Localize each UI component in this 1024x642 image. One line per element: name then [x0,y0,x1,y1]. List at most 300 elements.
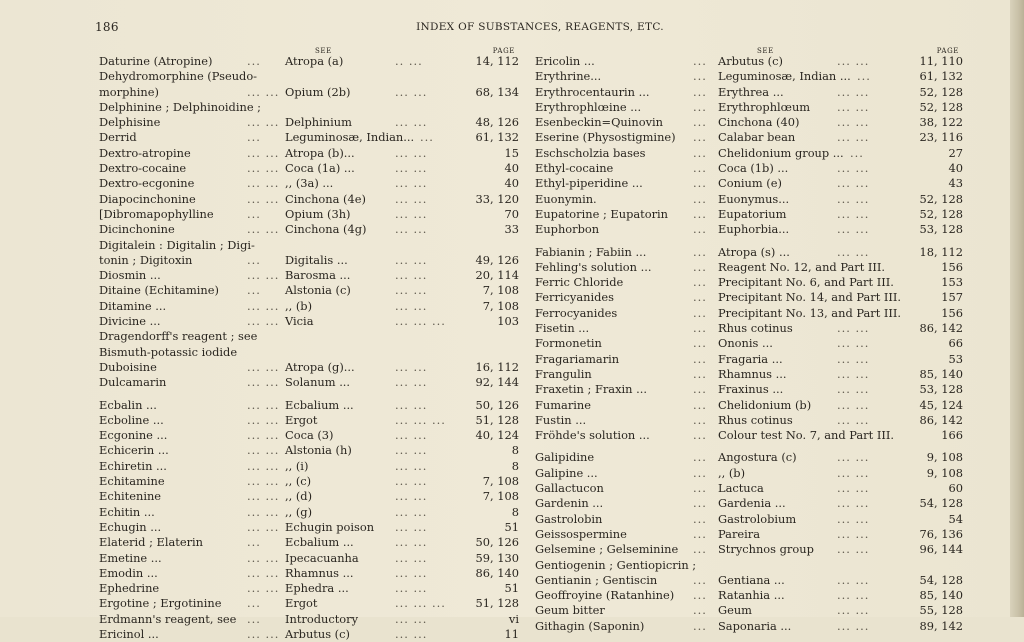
entry-name: Gardenin ... [535,496,604,511]
entry-page: 7, 108 [482,298,519,313]
leader-dots: ... ... [395,161,428,176]
entry-name: Delphinine ; Delphinoidine ; [99,99,262,114]
entry-name: Formonetin [535,336,602,351]
entry-page: vi [508,611,519,626]
index-entry [535,573,963,588]
entry-page: 53 [948,351,963,366]
leader-dots: ... ... [247,519,280,534]
index-entry [99,85,519,100]
entry-page: 23, 116 [919,130,963,145]
leader-dots: ... [693,496,707,511]
entry-name: Elaterid ; Elaterin [99,535,204,550]
leader-dots: ... [693,259,707,274]
entry-page: 15 [504,145,519,160]
leader-dots: ... [693,336,707,351]
leader-dots: ... ... [837,366,870,381]
index-entry [99,535,519,550]
leader-dots: ... ... [395,535,428,550]
leader-dots: ... ... [395,84,428,99]
index-entry [535,176,963,191]
leader-dots: ... ... [837,588,870,603]
index-entry [99,459,519,474]
leader-dots: ... [693,412,707,427]
index-entry [535,54,963,69]
entry-name: Echitin ... [99,504,155,519]
index-entry [535,603,963,618]
entry-see: ,, (g) [285,504,313,519]
entry-see: Pareira [718,526,761,541]
entry-see: Reagent No. 12, and Part III. [718,259,886,274]
leader-dots: ... ... [247,191,280,206]
entry-page: 76, 136 [919,526,963,541]
index-column-left [99,44,519,642]
entry-page: 54, 128 [919,496,963,511]
entry-name: Ericolin ... [535,54,595,68]
entry-name: Derrid [99,130,137,145]
index-entry [535,146,963,161]
index-entry [535,352,963,367]
index-entry [535,542,963,557]
index-entry [535,130,963,145]
leader-dots: ... ... [395,298,428,313]
entry-see: Introductory [285,611,359,626]
entry-name: Gentiogenin ; Gentiopicrin ; [535,557,697,572]
index-entry [535,207,963,222]
index-entry [99,627,519,642]
entry-page: 27 [948,145,963,160]
leader-dots: ... ... [247,581,280,596]
leader-dots: ... ... ... [395,314,446,329]
index-entry [99,268,519,283]
entry-name: Emodin ... [99,565,158,580]
entry-page: 48, 126 [475,115,519,130]
index-entry [99,566,519,581]
leader-dots: ... [693,618,707,633]
leader-dots: ... ... [395,474,428,489]
entry-name: Ecbalin ... [99,397,157,412]
index-entry [535,336,963,351]
entry-page: 52, 128 [919,191,963,206]
leader-dots: ... ... [395,222,428,237]
leader-dots: ... [693,115,707,130]
leader-dots: ... ... [837,321,870,336]
entry-name: Emetine ... [99,550,162,565]
leader-dots: ... ... [395,443,428,458]
index-entry [99,253,519,268]
entry-see: Erythrea ... [718,84,784,99]
entry-see: Alstonia (c) [285,283,351,298]
leader-dots: ... ... [837,496,870,511]
entry-name: Echitenine [99,489,162,504]
entry-see: Ratanhia ... [718,588,785,603]
index-entry [535,382,963,397]
leader-dots: ... ... [395,397,428,412]
leader-dots: ... [247,535,261,550]
index-entry [535,192,963,207]
index-entry [99,413,519,428]
entry-name: Fehling's solution ... [535,259,652,274]
leader-dots: ... [693,428,707,443]
index-entry [99,207,519,222]
index-entry [535,245,963,260]
entry-see: Echugin poison [285,519,375,534]
entry-see: Ergot [285,596,318,611]
entry-name: Ericinol ... [99,626,159,641]
leader-dots: ... ... [395,611,428,626]
entry-name: Fraxetin ; Fraxin ... [535,382,647,397]
leader-dots: .. ... [395,54,423,68]
entry-page: 153 [941,275,963,290]
entry-name: Delphisine [99,115,161,130]
leader-dots: ... ... [247,314,280,329]
entry-see: Rhamnus ... [285,565,354,580]
leader-dots: ... ... [247,626,280,641]
entry-name: Geum bitter [535,603,605,618]
index-entry [535,85,963,100]
entry-see: Alstonia (h) [285,443,352,458]
entry-see: ,, (d) [285,489,313,504]
leader-dots: ... ... [247,443,280,458]
index-entry [535,398,963,413]
entry-page: 40 [948,161,963,176]
entry-name: Ferric Chloride [535,275,624,290]
leader-dots: ... ... [247,222,280,237]
entry-page: 8 [511,458,519,473]
entry-see: Solanum ... [285,375,351,390]
entry-see: Angostura (c) [718,450,797,465]
leader-dots: ... [693,397,707,412]
index-entry [535,222,963,237]
index-entry [99,69,519,84]
entry-see: Gentiana ... [718,572,785,587]
index-entry [535,260,963,275]
leader-dots: ... ... [247,359,280,374]
index-entry [535,496,963,511]
leader-dots: ... ... [837,481,870,496]
entry-name: Euonymin. [535,191,597,206]
entry-see: Lactuca [718,481,764,496]
entry-page: 86, 140 [475,565,519,580]
index-entry [99,551,519,566]
entry-page: 40 [504,176,519,191]
entry-page: 70 [504,206,519,221]
entry-see: Precipitant No. 13, and Part III. [718,305,902,320]
entry-name: Echugin ... [99,519,162,534]
leader-dots: ... ... [395,268,428,283]
entry-see: Ononis ... [718,336,773,351]
see-label: SEE [315,47,332,55]
entry-name: Fröhde's solution ... [535,428,650,443]
leader-dots: ... ... [837,54,870,68]
leader-dots: ... ... [247,397,280,412]
entry-see: Conium (e) [718,176,782,191]
entry-name: Echicerin ... [99,443,169,458]
entry-page: 54 [948,511,963,526]
index-entry [99,161,519,176]
entry-page: 7, 108 [482,489,519,504]
leader-dots: ... ... [247,115,280,130]
leader-dots: ... ... [395,252,428,267]
entry-page: 96, 144 [919,542,963,557]
entry-see: Ecbalium ... [285,397,354,412]
index-entry [99,596,519,611]
entry-see: ,, (b) [285,298,313,313]
entry-name: Duboisine [99,359,157,374]
index-entry [99,283,519,298]
leader-dots: ... ... [837,465,870,480]
leader-dots: ... [693,222,707,237]
entry-name: Dextro-atropine [99,145,191,160]
entry-page: 20, 114 [475,268,519,283]
entry-name: [Dibromapophylline [99,206,214,221]
leader-dots: ... ... [837,618,870,633]
entry-see: Arbutus (c) [285,626,350,641]
entry-see: Cinchona (4g) [285,222,367,237]
leader-dots: ... ... [247,375,280,390]
leader-dots: ... ... [837,412,870,427]
entry-page: 9, 108 [926,450,963,465]
entry-name: Eupatorine ; Eupatorin [535,206,669,221]
leader-dots: ... ... [837,84,870,99]
entry-page: 54, 128 [919,572,963,587]
entry-page: 53, 128 [919,222,963,237]
entry-page: 66 [948,336,963,351]
index-entry [535,69,963,84]
leader-dots: ... ... [837,191,870,206]
index-entry [99,238,519,253]
leader-dots: ... ... [247,474,280,489]
leader-dots: ... ... [395,504,428,519]
leader-dots: ... ... [395,519,428,534]
index-entry [99,130,519,145]
index-entry [99,100,519,115]
index-entry [99,474,519,489]
entry-page: 33, 120 [475,191,519,206]
index-entry [99,375,519,390]
leader-dots: ... [247,252,261,267]
entry-name: Ergotine ; Ergotinine [99,596,222,611]
entry-name: Dextro-ecgonine [99,176,195,191]
entry-see: Vicia [285,314,314,329]
index-entry [99,398,519,413]
entry-page: 18, 112 [919,244,963,259]
leader-dots: ... ... [395,565,428,580]
index-entry [535,619,963,634]
leader-dots: ... [857,69,871,84]
entry-page: 11, 110 [919,54,963,68]
entry-page: 8 [511,504,519,519]
entry-name: Galipidine [535,450,595,465]
entry-page: 51 [504,519,519,534]
leader-dots: ... ... [247,84,280,99]
column-header-left [99,44,519,54]
index-entry [99,176,519,191]
page-title: INDEX OF SUBSTANCES, REAGENTS, ETC. [416,21,664,33]
entry-name: Fustin ... [535,412,587,427]
leader-dots: ... ... [247,565,280,580]
entry-page: 43 [948,176,963,191]
entry-see: Barosma ... [285,268,351,283]
leader-dots: ... ... [837,130,870,145]
leader-dots: ... ... [247,489,280,504]
entry-name: Geissospermine [535,526,627,541]
leader-dots: ... ... [837,572,870,587]
entry-page: 156 [941,305,963,320]
entry-name: Bismuth-potassic iodide [99,344,238,359]
index-entry [99,360,519,375]
entry-name: Erythrine... [535,69,602,84]
leader-dots: ... ... [837,542,870,557]
leader-dots: ... ... [395,626,428,641]
entry-name: Dragendorff's reagent ; see [99,329,258,344]
leader-dots: ... ... [395,115,428,130]
entry-see: Ipecacuanha [285,550,359,565]
leader-dots: ... [247,54,261,68]
entry-name: Erythrocentaurin ... [535,84,650,99]
leader-dots: ... [693,69,707,84]
leader-dots: ... [693,191,707,206]
index-entry [99,54,519,69]
entry-name: Ferricyanides [535,290,615,305]
entry-name: Esenbeckin=Quinovin [535,115,664,130]
leader-dots: ... ... [837,161,870,176]
column-header-right [535,44,963,54]
entry-see: Gastrolobium [718,511,797,526]
index-entry [535,527,963,542]
leader-dots: ... ... [247,412,280,427]
entry-see: Atropa (s) ... [718,244,790,259]
leader-dots: ... ... [837,526,870,541]
index-entry [535,512,963,527]
leader-dots: ... [693,542,707,557]
leader-dots: ... ... [837,382,870,397]
entry-see: Chelidonium (b) [718,397,812,412]
entry-page: 85, 140 [919,366,963,381]
entry-name: Eschscholzia bases [535,145,646,160]
entry-page: 86, 142 [919,412,963,427]
leader-dots: ... ... [837,115,870,130]
entry-see: Coca (1b) ... [718,161,789,176]
leader-dots: ... [850,145,864,160]
entry-name: Gelsemine ; Gelseminine [535,542,679,557]
entry-page: 86, 142 [919,321,963,336]
leader-dots: ... ... [395,283,428,298]
entry-page: 166 [941,428,963,443]
index-entry [99,222,519,237]
index-entry [535,367,963,382]
leader-dots: ... ... [837,351,870,366]
entry-name: Dextro-cocaine [99,161,187,176]
page-edge [1010,0,1024,617]
leader-dots: ... ... [247,504,280,519]
index-entry [535,466,963,481]
index-entry [99,428,519,443]
entry-name: Diosmin ... [99,268,161,283]
entry-name: Githagin (Saponin) [535,618,645,633]
entry-page: 7, 108 [482,283,519,298]
index-entry [535,481,963,496]
entry-see: Cinchona (40) [718,115,800,130]
leader-dots: ... ... [247,428,280,443]
leader-dots: ... [247,596,261,611]
entry-see: Colour test No. 7, and Part III. [718,428,894,443]
page-label: PAGE [936,47,959,55]
entry-name: Ditamine ... [99,298,167,313]
index-entry [99,520,519,535]
index-entry [99,443,519,458]
leader-dots: ... ... [395,145,428,160]
index-entry [535,161,963,176]
entry-see: Delphinium [285,115,352,130]
entry-name: Fumarine [535,397,591,412]
leader-dots: ... ... [837,222,870,237]
leader-dots: ... [693,481,707,496]
entry-page: 59, 130 [475,550,519,565]
entry-page: 11 [504,626,519,641]
entry-see: Leguminosæ, Indian ... [718,69,851,84]
entry-see: Atropa (g)... [285,359,355,374]
entry-see: Rhus cotinus [718,412,793,427]
entry-name: Eserine (Physostigmine) [535,130,676,145]
entry-see: ,, (3a) ... [285,176,334,191]
leader-dots: ... ... [247,176,280,191]
entry-name: Diapocinchonine [99,191,196,206]
leader-dots: ... [693,588,707,603]
entry-page: 61, 132 [475,130,519,145]
entry-see: Digitalis ... [285,252,348,267]
entry-name: morphine) [99,84,159,99]
leader-dots: ... ... [395,489,428,504]
index-entry [99,115,519,130]
entry-page: 9, 108 [926,465,963,480]
entry-page: 38, 122 [919,115,963,130]
leader-dots: ... ... [247,145,280,160]
entry-name: Ferrocyanides [535,305,618,320]
index-entry [99,345,519,360]
leader-dots: ... ... [837,176,870,191]
entry-name: Ditaine (Echitamine) [99,283,219,298]
leader-dots: ... ... [837,206,870,221]
leader-dots: ... [247,283,261,298]
leader-dots: ... [420,130,434,145]
leader-dots: ... ... [395,458,428,473]
entry-name: Dehydromorphine (Pseudo- [99,69,258,84]
entry-name: Divicine ... [99,314,161,329]
leader-dots: ... ... [395,375,428,390]
entry-name: Fabianin ; Fabiin ... [535,244,647,259]
leader-dots: ... [693,382,707,397]
entry-name: Gallactucon [535,481,604,496]
entry-page: 49, 126 [475,252,519,267]
entry-page: 45, 124 [919,397,963,412]
leader-dots: ... [693,290,707,305]
entry-name: Echitamine [99,474,165,489]
entry-page: 50, 126 [475,397,519,412]
entry-page: 40 [504,161,519,176]
leader-dots: ... ... [837,511,870,526]
entry-name: Ephedrine [99,581,160,596]
entry-name: Dicinchonine [99,222,175,237]
leader-dots: ... ... [247,458,280,473]
leader-dots: ... [247,611,261,626]
entry-see: ,, (b) [718,465,746,480]
leader-dots: ... ... [395,359,428,374]
leader-dots: ... ... [247,298,280,313]
entry-name: Gastrolobin [535,511,603,526]
leader-dots: ... ... [837,397,870,412]
entry-page: 16, 112 [475,359,519,374]
entry-see: Geum [718,603,752,618]
